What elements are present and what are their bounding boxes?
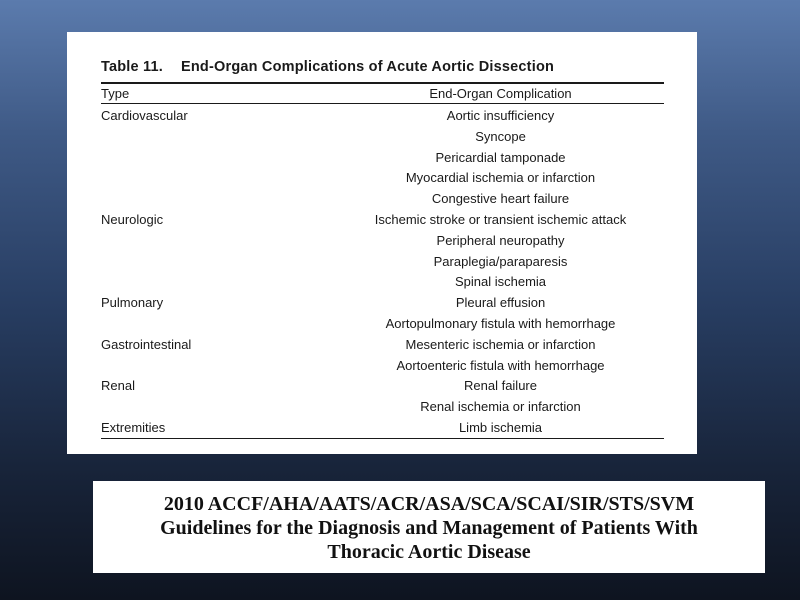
- cell-complication: Mesenteric ischemia or infarction: [405, 336, 596, 352]
- cell-type: Pulmonary: [101, 295, 164, 311]
- citation-line-2: Guidelines for the Diagnosis and Management of Patients With: [160, 517, 698, 539]
- table-row: [101, 376, 664, 397]
- cell-complication: Aortic insufficiency: [446, 108, 555, 123]
- table-row: [101, 168, 664, 189]
- table-bottom-rule: [101, 438, 664, 439]
- table-row: [101, 210, 664, 231]
- cell-complication: Aortoenteric fistula with hemorrhage: [396, 357, 605, 373]
- table-number: Table 11.: [101, 59, 163, 75]
- cell-complication: Renal failure: [464, 378, 537, 394]
- cell-type: Neurologic: [101, 211, 164, 227]
- table-header-rule: [101, 103, 664, 104]
- cell-complication: Renal ischemia or infarction: [420, 399, 581, 415]
- table-row: [101, 231, 664, 252]
- cell-complication: Limb ischemia: [458, 419, 543, 435]
- table-title-text: End-Organ Complications of Acute Aortic Dissection: [180, 59, 555, 75]
- table-row: [101, 189, 664, 210]
- cell-complication: Pleural effusion: [455, 295, 546, 311]
- citation-text: [93, 481, 765, 564]
- cell-complication: Peripheral neuropathy: [436, 232, 565, 248]
- table-figure: [67, 32, 697, 454]
- table-row: [101, 397, 664, 418]
- table-row: [101, 127, 664, 148]
- column-header-complication: End-Organ Complication: [429, 86, 572, 101]
- cell-type: Extremities: [101, 419, 166, 435]
- cell-complication: Paraplegia/paraparesis: [433, 253, 568, 269]
- table-top-rule: [101, 82, 664, 84]
- table-row: [101, 272, 664, 293]
- table-title: [101, 59, 554, 75]
- cell-type: Gastrointestinal: [101, 336, 192, 352]
- citation-line-3: Thoracic Aortic Disease: [327, 541, 531, 563]
- table-row: [101, 356, 664, 377]
- cell-complication: Myocardial ischemia or infarction: [405, 170, 596, 186]
- cell-type: Renal: [101, 378, 135, 394]
- cell-complication: Aortopulmonary fistula with hemorrhage: [385, 315, 616, 331]
- column-header-type: Type: [101, 86, 130, 101]
- table-row: [101, 418, 664, 439]
- cell-complication: Ischemic stroke or transient ischemic attack: [374, 211, 627, 227]
- cell-complication: Spinal ischemia: [454, 274, 547, 290]
- table-row: [101, 148, 664, 169]
- citation-caption: [93, 481, 765, 573]
- cell-complication: Congestive heart failure: [431, 191, 570, 207]
- cell-complication: Syncope: [475, 128, 526, 144]
- table-body: [101, 106, 664, 439]
- table-row: [101, 252, 664, 273]
- table-row: [101, 106, 664, 127]
- citation-line-1: 2010 ACCF/AHA/AATS/ACR/ASA/SCA/SCAI/SIR/STS/SVM: [163, 493, 695, 515]
- cell-type: Cardiovascular: [101, 108, 188, 123]
- table-row: [101, 293, 664, 314]
- table-row: [101, 335, 664, 356]
- table-row: [101, 314, 664, 335]
- cell-complication: Pericardial tamponade: [435, 149, 566, 165]
